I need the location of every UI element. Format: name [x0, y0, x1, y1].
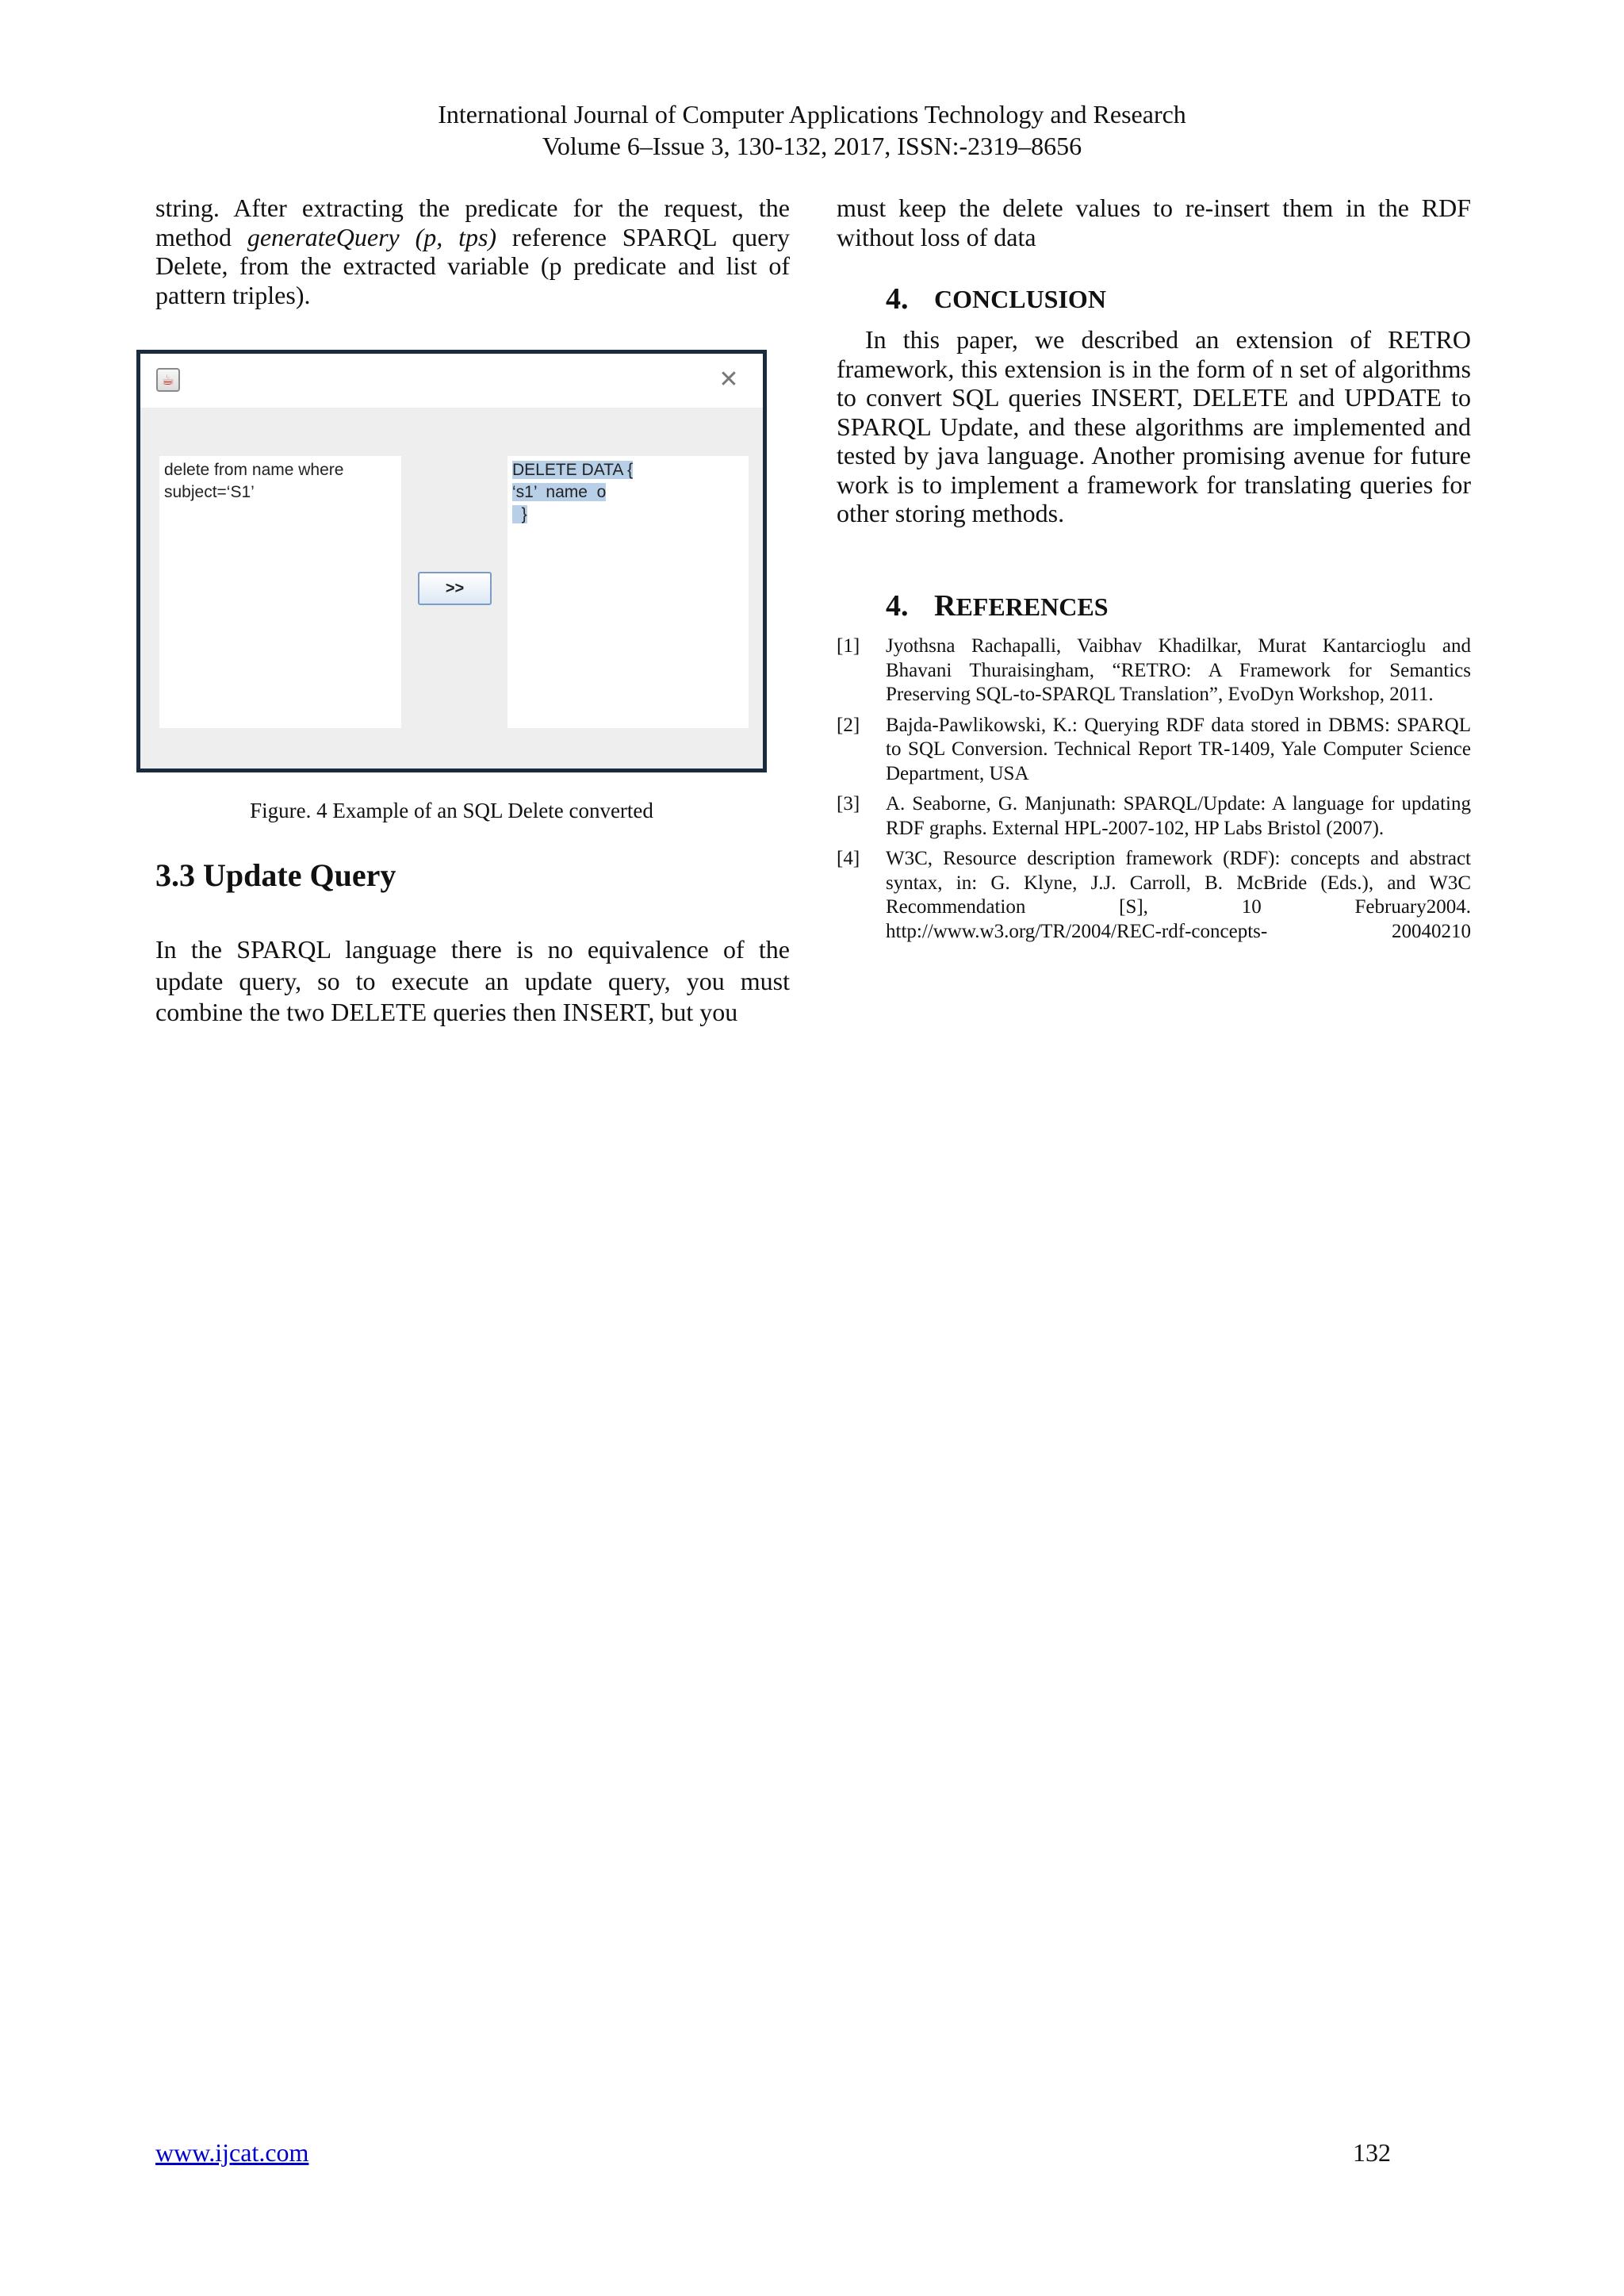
sparql-output-textarea[interactable]: [508, 456, 749, 728]
right-column: [837, 194, 1471, 251]
figure-caption: Figure. 4 Example of an SQL Delete converted: [250, 799, 653, 822]
paragraph-conclusion: In this paper, we described an extension of RETRO framework, this extension is in the form of n set of algorithms to convert SQL queries INSERT, DELETE and UPDATE to SPARQL Update, and these algorithms are implemented and tested by java language. Another promising avenue for future work is to implement a framework for translating queries for other storing methods.: [837, 325, 1471, 527]
convert-button[interactable]: >>: [418, 572, 492, 605]
page-number: 132: [1353, 2138, 1391, 2167]
paragraph-generate-query: string. After extracting the predicate for the request, the method generateQuery (p, tps) reference SPARQL query Delete, from the extracted variable (p predicate and list of pattern triples).: [155, 194, 791, 309]
section-title: REFERENCES: [934, 589, 1109, 623]
section-number: 4.: [886, 282, 909, 316]
java-cup-icon: ☕: [156, 368, 180, 392]
close-icon[interactable]: ✕: [718, 366, 739, 393]
reference-item: [837, 634, 1471, 707]
journal-volume: Volume 6–Issue 3, 130-132, 2017, ISSN:-2319–8656: [542, 132, 1082, 160]
figure-sql-delete-converter: [136, 350, 767, 772]
reference-item: [837, 714, 1471, 787]
sql-input-line: subject=‘S1’: [164, 483, 255, 501]
reference-item: [837, 792, 1471, 841]
reference-item: [837, 847, 1471, 944]
reference-list: [837, 634, 1471, 950]
reference-number: [3]: [837, 793, 860, 815]
sparql-output-line: DELETE DATA {: [512, 461, 634, 479]
reference-number: [1]: [837, 635, 860, 657]
sql-input-textarea[interactable]: [159, 456, 401, 728]
window-titlebar: [140, 354, 763, 408]
section-heading-update-query: 3.3 Update Query: [155, 857, 396, 893]
reference-text: Jyothsna Rachapalli, Vaibhav Khadilkar, Murat Kantarcioglu and Bhavani Thuraisingham, “RETRO: A Framework for Semantics Preserving SQL-to-SPARQL Translation”, EvoDyn Workshop, 2011.: [886, 635, 1471, 705]
footer-website-link[interactable]: www.ijcat.com: [155, 2138, 309, 2167]
paragraph-continuation: must keep the delete values to re-insert them in the RDF without loss of data: [837, 194, 1471, 251]
paragraph-update-query: In the SPARQL language there is no equivalence of the update query, so to execute an update query, you must combine the two DELETE queries then INSERT, but you: [155, 935, 790, 1026]
reference-number: [2]: [837, 714, 860, 736]
reference-number: [4]: [837, 848, 860, 869]
journal-header: [0, 98, 1624, 162]
reference-text: A. Seaborne, G. Manjunath: SPARQL/Update: A language for updating RDF graphs. External HPL-2007-102, HP Labs Bristol (2007).: [886, 793, 1471, 839]
section-title: CONCLUSION: [934, 285, 1106, 313]
reference-text: W3C, Resource description framework (RDF): concepts and abstract syntax, in: G. Klyne, J.J. Carroll, B. McBride (Eds.), and W3C Recommendation [S], 10 February2004. http://www.w3.org/TR/2004/REC-rdf-concepts- 20040210: [886, 848, 1471, 942]
section-number: 4.: [886, 589, 909, 623]
conclusion-text: [837, 325, 1471, 528]
left-column: [155, 194, 790, 309]
update-query-text: [155, 934, 790, 1029]
sql-input-line: delete from name where: [164, 461, 344, 479]
method-name: generateQuery (p, tps): [247, 222, 497, 251]
reference-text: Bajda-Pawlikowski, K.: Querying RDF data stored in DBMS: SPARQL to SQL Conversion. Technical Report TR-1409, Yale Computer Science Department, USA: [886, 714, 1471, 784]
sparql-output-line: }: [512, 505, 527, 523]
journal-title: International Journal of Computer Applications Technology and Research: [438, 100, 1186, 128]
sparql-output-line: ‘s1’ name o: [512, 483, 607, 501]
